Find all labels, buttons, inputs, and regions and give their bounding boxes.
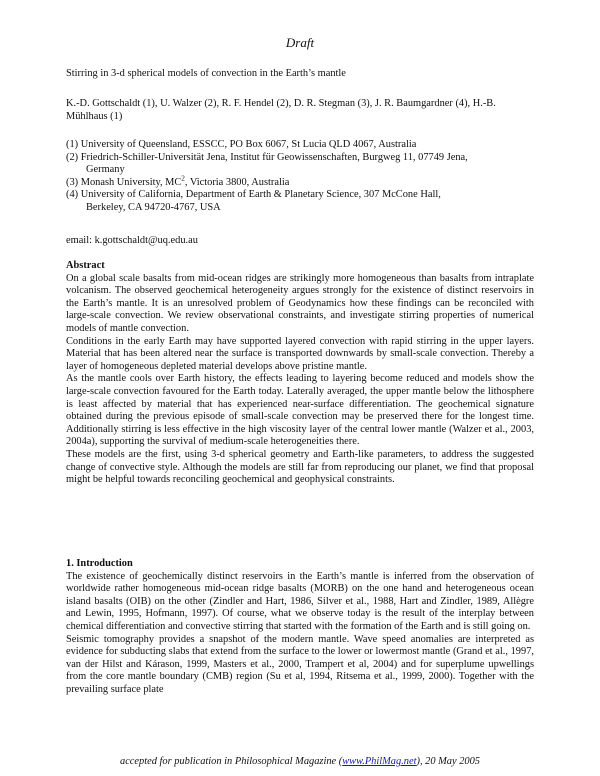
affiliation-2: (2) Friedrich-Schiller-Universität Jena, Institut für Geowissenschaften, Burgweg 11, 07749 Jena, (66, 151, 468, 163)
introduction-section (66, 558, 534, 697)
abstract-paragraph-1: On a global scale basalts from mid-ocean ridges are strikingly more homogeneous than basalts from intraplate volcanism. The observed geochemical heterogeneity argues strongly for the existence of distinct reservoirs in the Earth’s mantle. It is an unresolved problem of Geodynamics how these findings can be reconciled with large-scale convection. We review observational constraints, and investigate stirring properties of numerical models of mantle convection. (66, 272, 534, 334)
introduction-paragraph-2: Seismic tomography provides a snapshot of the modern mantle. Wave speed anomalies are interpreted as evidence for subducting slabs that extend from the surface to the lower or lowermost mantle (Grand et al., 1997, van der Hilst and Kárason, 1999, Masters et al., 2000, Trampert et al, 2004) and for superplume upwellings from the core mantle boundary (CMB) region (Su et al, 1994, Ritsema et al., 1999, 2000). Together with the prevailing surface plate (66, 633, 534, 695)
affiliation-4-continued: Berkeley, CA 94720-4767, USA (86, 201, 221, 213)
footer-text: accepted for publication in Philosophical Magazine ( (120, 756, 343, 767)
draft-header: Draft (285, 35, 315, 50)
affiliation-list (66, 139, 534, 215)
affiliation-3 (66, 174, 534, 190)
affiliation-1: (1) University of Queensland, ESSCC, PO Box 6067, St Lucia QLD 4067, Australia (66, 139, 417, 150)
footer-date: ), 20 May 2005 (416, 756, 480, 767)
abstract-paragraph-3: As the mantle cools over Earth history, the effects leading to layering become reduced and models show the large-scale convection favoured for the Earth today. Laterally averaged, the upper mantle below the lithosphere is least affected by material that has experienced near-surface differentiation. The geochemical signature obtained during the previous episode of small-scale convection may be preserved there for the longest time. Additionally stirring is less effective in the high viscosity layer of the central lower mantle (Walzer et al., 2003, 2004a), supporting the survival of medium-scale heterogeneities there. (66, 373, 534, 448)
affiliation-2-continued: Germany (86, 164, 125, 176)
abstract-paragraph-2: Conditions in the early Earth may have supported layered convection with rapid stirring in the upper layers. Material that has been altered near the surface is transported downwards by small-scale convection. Thereby a layer of homogeneous depleted material develops above pristine mantle. (66, 335, 534, 372)
affiliation-3-location: , Victoria 3800, Australia (184, 176, 290, 188)
affiliation-3-superscript: 2 (181, 174, 185, 183)
contact-email: email: k.gottschaldt@uq.edu.au (66, 235, 198, 246)
author-list: K.-D. Gottschaldt (1), U. Walzer (2), R. F. Hendel (2), D. R. Stegman (3), J. R. Baumgardner (4), H.-B. Mühlhaus (1) (66, 98, 496, 122)
abstract-paragraph-4: These models are the first, using 3-d spherical geometry and Earth-like parameters, to address the suggested change of convective style. Although the models are still far from reproducing our planet, we find that proposal might be helpful towards reconciling geochemical and geophysical constraints. (66, 448, 534, 486)
abstract-section (66, 260, 534, 487)
affiliation-4: (4) University of California, Department of Earth & Planetary Science, 307 McCone Hall, (66, 189, 441, 201)
philmag-link[interactable]: www.PhilMag.net (342, 756, 417, 767)
paper-title: Stirring in 3-d spherical models of convection in the Earth’s mantle (66, 68, 346, 79)
publication-footer (0, 756, 600, 769)
introduction-paragraph-1: The existence of geochemically distinct reservoirs in the Earth’s mantle is inferred from the observation of worldwide rather homogeneous mid-ocean ridge basalts (MORB) on the one hand and heterogeneous ocean island basalts (OIB) on the other (Zindler and Hart, 1986, Silver et al., 1988, Hart and Zindler, 1989, Allègre and Lewin, 1995, Hofmann, 1997). Of course, what we observe today is the result of the interplay between chemical differentiation and convective stirring that started with the formation of the Earth and is still going on. (66, 570, 534, 632)
introduction-heading: 1. Introduction (66, 558, 133, 569)
abstract-heading: Abstract (66, 260, 105, 271)
affiliation-3-text: (3) Monash University, MC (66, 176, 182, 188)
